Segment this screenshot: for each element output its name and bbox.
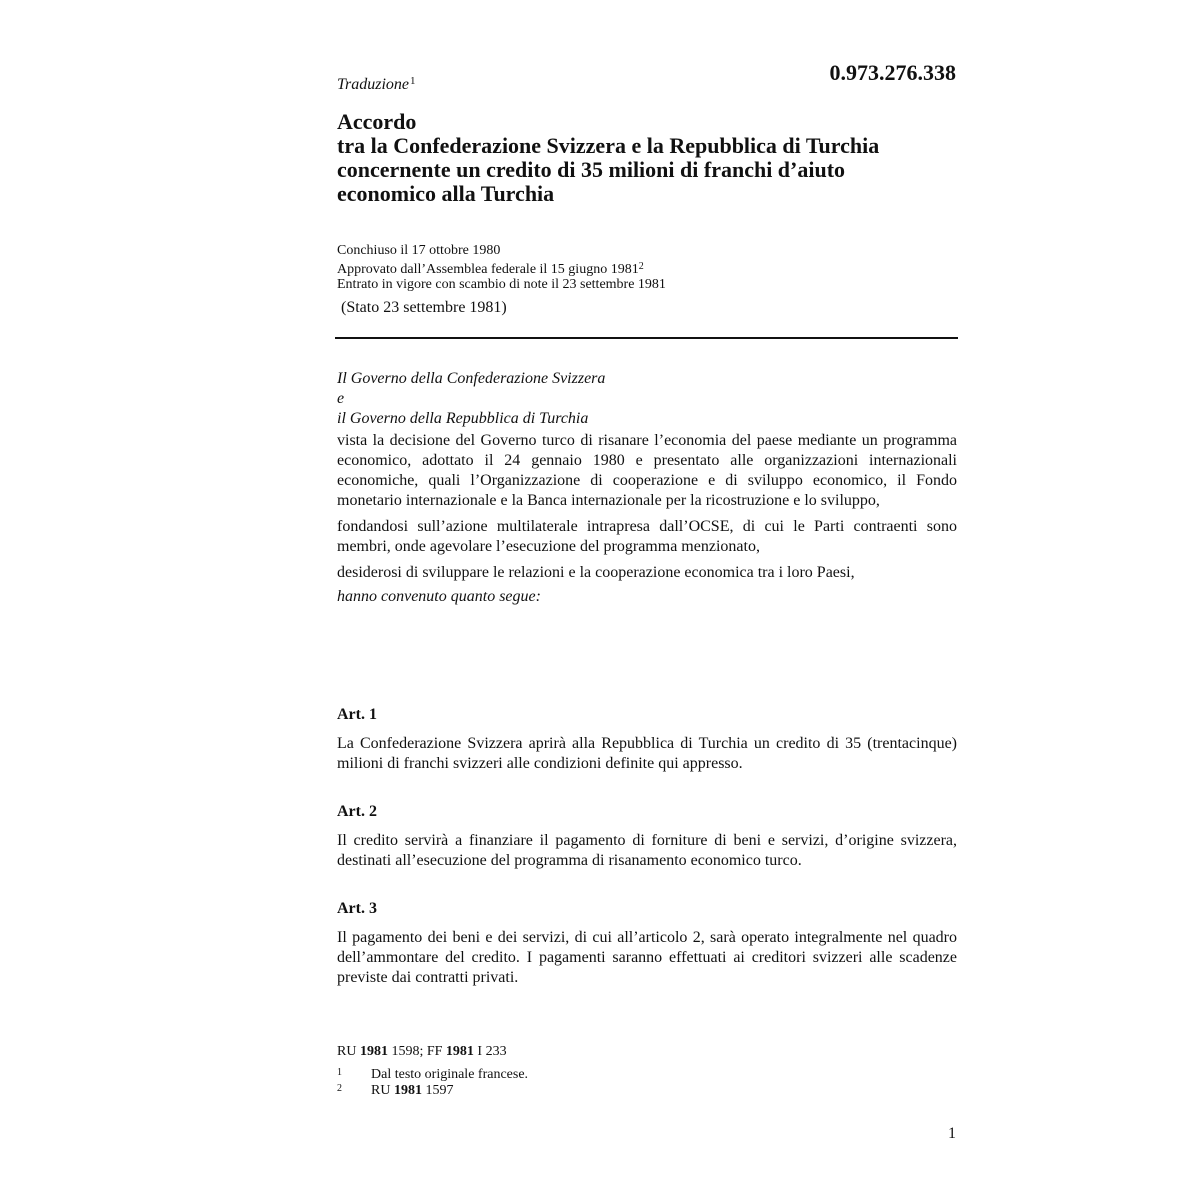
title-line: economico alla Turchia [337,181,555,206]
approved-date: Approvato dall’Assemblea federale il 15 giugno 1981$^2$ [337,260,644,277]
title-line: Accordo [337,109,417,134]
sr-number: 0.973.276.338 [829,60,956,85]
article-1-text: La Confederazione Svizzera aprirà alla Repubblica di Turchia un credito di 35 (trentacinque) milioni di franchi svizzeri alle condizioni definite qui appresso. [337,735,957,772]
document-title [337,110,977,206]
article-3-text: Il pagamento dei beni e dei servizi, di cui all’articolo 2, sarà operato integralmente nel quadro dell’ammontare del credito. I pagamenti saranno effettuati ai creditori svizzeri alle scadenze previste dai contratti privati. [337,929,957,986]
party-conjunction: e [337,390,345,407]
title-line: concernente un credito di 35 milioni di franchi d’aiuto [337,157,846,182]
preamble [337,369,957,607]
preamble-paragraph: fondandosi sull’azione multilaterale intrapresa dall’OCSE, di cui le Parti contraenti sono membri, onde agevolare l’esecuzione del programma menzionato, [337,518,957,555]
preamble-paragraph: desiderosi di sviluppare le relazioni e la cooperazione economica tra i loro Paesi, [337,564,855,581]
title-line: tra la Confederazione Svizzera e la Repubblica di Turchia [337,133,880,158]
footnote-number: 1 [337,1067,342,1078]
entry-into-force-date: Entrato in vigore con scambio di note il 23 settembre 1981 [337,277,666,292]
concluded-date: Conchiuso il 17 ottobre 1980 [337,243,501,258]
article-2-heading: Art. 2 [337,803,377,820]
footnote-number: 2 [337,1083,342,1094]
official-references: RU 1981 1598; FF 1981 I 233 [337,1044,507,1059]
preamble-closing: hanno convenuto quanto segue: [337,588,541,605]
footnote-2: 2 RU 1981 1597 [337,1083,454,1098]
article-1-heading: Art. 1 [337,706,377,723]
document-metadata [337,243,666,293]
footnote-mark[interactable]: 1 [410,75,416,87]
page-number: 1 [948,1125,956,1142]
article-2-text: Il credito servirà a finanziare il pagamento di forniture di beni e servizi, d’origine svizzera, destinati all’esecuzione del programma di risanamento economico turco. [337,832,957,869]
footnote-mark[interactable]: 2 [638,260,644,272]
party-two: il Governo della Repubblica di Turchia [337,410,589,427]
footnote-1: 1 Dal testo originale francese. [337,1067,529,1082]
article-3-heading: Art. 3 [337,900,377,917]
translation-label: Traduzione$^1$ [337,75,416,93]
header-divider [335,337,958,339]
party-one: Il Governo della Confederazione Svizzera [337,370,606,387]
preamble-paragraph: vista la decisione del Governo turco di risanare l’economia del paese mediante un programma economico, adottato il 24 gennaio 1980 e presentato alle organizzazioni internazionali economiche, quali l’Organizzazione di cooperazione e di sviluppo economico, il Fondo monetario internazionale e la Banca internazionale per la ricostruzione e lo sviluppo, [337,432,957,509]
status-date: (Stato 23 settembre 1981) [341,299,507,316]
